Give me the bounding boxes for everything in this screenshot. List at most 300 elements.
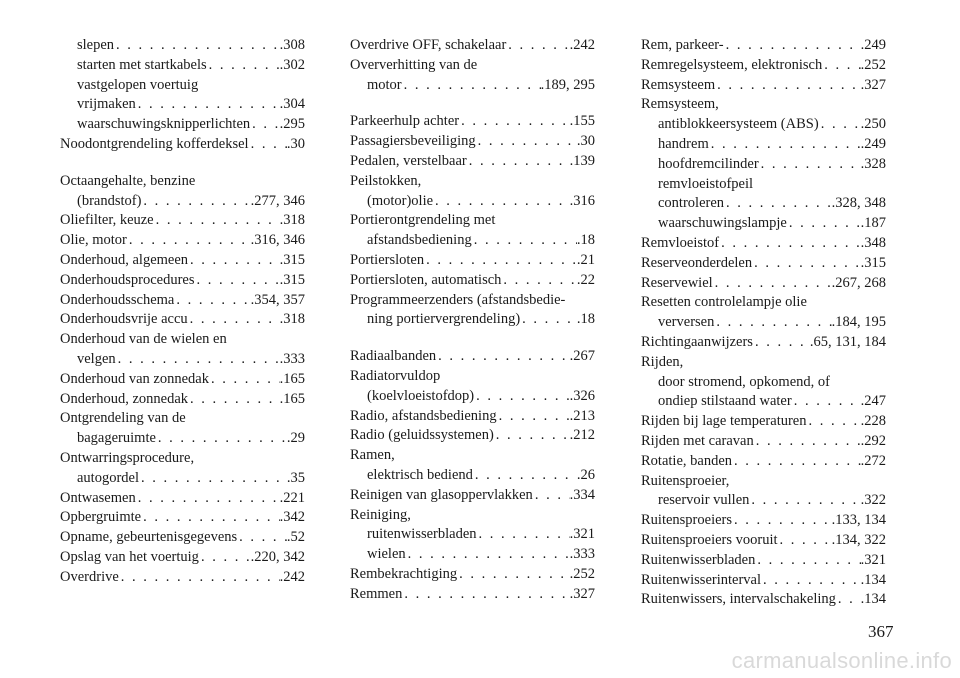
index-term: vrijmaken — [77, 96, 136, 113]
index-term: Ruitenwissers, intervalschakeling — [641, 591, 836, 608]
index-term: Onderhoudsprocedures — [60, 271, 195, 288]
index-entry — [641, 452, 886, 472]
index-entry — [350, 446, 595, 466]
index-term: verversen — [658, 314, 715, 331]
dot-leader — [116, 350, 280, 370]
index-term: Portiersloten, automatisch — [350, 271, 502, 288]
index-term: Pedalen, verstelbaar — [350, 152, 467, 169]
index-entry — [350, 367, 595, 387]
index-page-ref: .302 — [279, 56, 305, 73]
index-term: velgen — [77, 350, 116, 367]
index-page-ref: .277, 346 — [250, 192, 305, 209]
dot-leader — [141, 192, 250, 212]
index-page-ref: .220, 342 — [250, 548, 305, 565]
index-term: Onderhoudsvrije accu — [60, 311, 188, 328]
dot-leader — [822, 56, 860, 76]
index-page-ref: .315 — [279, 271, 305, 288]
index-page-ref: .327 — [860, 76, 886, 93]
index-page-ref: .328, 348 — [831, 195, 886, 212]
index-term: waarschuwingslampje — [658, 215, 787, 232]
index-page-ref: .321 — [860, 551, 886, 568]
index-page-ref: .52 — [286, 529, 305, 546]
index-entry — [350, 310, 595, 330]
dot-leader — [792, 392, 861, 412]
index-entry — [641, 175, 886, 195]
index-page-ref: .228 — [860, 413, 886, 430]
index-page-ref: .21 — [576, 251, 595, 268]
index-term: Portierontgrendeling met — [350, 212, 496, 229]
index-entry — [60, 350, 305, 370]
index-page-ref: .187 — [860, 215, 886, 232]
index-term: Ruitensproeiers — [641, 512, 733, 529]
index-entry — [641, 194, 886, 214]
index-page-ref: .29 — [286, 430, 305, 447]
index-entry — [60, 548, 305, 568]
index-term: ning portiervergrendeling) — [367, 311, 521, 328]
index-term: antiblokkeersysteem (ABS) — [658, 116, 819, 133]
index-entry — [641, 214, 886, 234]
index-entry — [350, 525, 595, 545]
dot-leader — [713, 274, 832, 294]
index-column-2 — [350, 36, 595, 605]
index-page-ref: .189, 295 — [540, 76, 595, 93]
dot-leader — [709, 135, 861, 155]
index-term: Octaangehalte, benzine — [60, 172, 196, 189]
index-page-ref: .315 — [279, 251, 305, 268]
index-term: Portiersloten — [350, 251, 425, 268]
index-entry — [60, 172, 305, 192]
dot-leader — [494, 426, 570, 446]
index-page-ref: .134 — [860, 571, 886, 588]
index-page-ref: .252 — [860, 56, 886, 73]
index-term: (brandstof) — [77, 192, 142, 209]
index-entry — [350, 192, 595, 212]
index-entry — [60, 76, 305, 96]
dot-leader — [249, 135, 287, 155]
dot-leader — [402, 585, 569, 605]
index-page-ref: .333 — [279, 350, 305, 367]
index-page-ref: .318 — [279, 311, 305, 328]
dot-leader — [139, 469, 287, 489]
index-entry — [350, 486, 595, 506]
index-page-ref: .316, 346 — [250, 232, 305, 249]
index-entry — [350, 585, 595, 605]
dot-leader — [188, 310, 280, 330]
index-term: slepen — [77, 37, 115, 53]
index-page-ref: .155 — [569, 113, 595, 130]
index-page-ref: .327 — [569, 585, 595, 602]
index-term: vastgelopen voertuig — [77, 76, 199, 93]
index-entry — [641, 551, 886, 571]
index-term: Remvloeistof — [641, 234, 720, 251]
index-entry — [60, 390, 305, 410]
index-page-ref: .35 — [286, 469, 305, 486]
dot-leader — [136, 95, 280, 115]
index-entry — [60, 135, 305, 155]
index-page-ref: .252 — [569, 565, 595, 582]
index-term: Ruitenwisserbladen — [641, 551, 756, 568]
index-page-ref: .250 — [860, 116, 886, 133]
index-entry — [350, 56, 595, 76]
index-entry — [350, 407, 595, 427]
index-term: Radio (geluidssystemen) — [350, 427, 494, 444]
dot-leader — [759, 155, 861, 175]
index-entry — [641, 333, 886, 353]
index-entry — [641, 56, 886, 76]
index-term: starten met startkabels — [77, 56, 207, 73]
index-term: ondiep stilstaand water — [658, 393, 792, 410]
index-page-ref: .315 — [860, 254, 886, 271]
index-page-ref: .133, 134 — [831, 512, 886, 529]
index-page-ref: .26 — [576, 466, 595, 483]
dot-leader — [533, 486, 570, 506]
index-entry — [60, 291, 305, 311]
index-entry — [641, 412, 886, 432]
dot-leader — [199, 548, 251, 568]
index-term: Ruitenwisserinterval — [641, 571, 762, 588]
dot-leader — [473, 466, 577, 486]
index-page-ref: .134, 322 — [831, 531, 886, 548]
index-page-ref: .212 — [569, 427, 595, 444]
dot-leader — [715, 76, 861, 96]
dot-leader — [474, 387, 570, 407]
index-entry — [60, 469, 305, 489]
dot-leader — [237, 528, 287, 548]
index-page-ref: .221 — [279, 489, 305, 506]
index-term: Rembekrachtiging — [350, 565, 458, 582]
dot-leader — [174, 291, 250, 311]
index-entry — [641, 590, 886, 610]
index-entry — [350, 112, 595, 132]
index-term: Opbergruimte — [60, 509, 142, 526]
index-term: Onderhoud, algemeen — [60, 251, 189, 268]
index-term: Onderhoud van de wielen en — [60, 331, 227, 348]
index-term: Onderhoudsschema — [60, 291, 175, 308]
index-entry — [350, 347, 595, 367]
index-entry — [60, 231, 305, 251]
dot-leader — [753, 333, 810, 353]
index-entry — [641, 313, 886, 333]
index-term: hoofdremcilinder — [658, 155, 759, 172]
index-entry — [641, 293, 886, 313]
dot-leader — [136, 489, 280, 509]
index-term: waarschuwingsknipperlichten — [77, 116, 251, 133]
dot-leader — [819, 115, 861, 135]
index-entry — [350, 387, 595, 407]
index-entry — [60, 271, 305, 291]
index-entry — [60, 192, 305, 212]
dot-leader — [806, 412, 860, 432]
index-entry — [641, 95, 886, 115]
index-term: Ontwarringsprocedure, — [60, 449, 195, 466]
index-entry — [350, 506, 595, 526]
index-term: Rijden, — [641, 353, 684, 370]
index-page-ref: .65, 131, 184 — [809, 333, 886, 350]
index-term: Opname, gebeurtenisgegevens — [60, 529, 238, 546]
index-term: Ruitensproeier, — [641, 472, 730, 489]
index-page-ref: .308 — [279, 37, 305, 53]
dot-leader — [459, 112, 570, 132]
index-term: Radio, afstandsbediening — [350, 407, 497, 424]
index-page-ref: .321 — [569, 526, 595, 543]
index-term: Rotatie, banden — [641, 452, 733, 469]
index-term: Radiaalbanden — [350, 348, 437, 365]
index-term: Reiniging, — [350, 506, 411, 523]
index-entry — [350, 152, 595, 172]
index-term: Richtingaanwijzers — [641, 333, 753, 350]
index-page-ref: .348 — [860, 234, 886, 251]
index-term: ruitenwisserbladen — [367, 526, 477, 543]
index-page-ref: .165 — [279, 370, 305, 387]
index-entry — [350, 36, 595, 56]
index-entry — [350, 132, 595, 152]
index-term: Opslag van het voertuig — [60, 548, 199, 565]
index-entry — [641, 571, 886, 591]
index-entry — [641, 234, 886, 254]
index-page-ref: .333 — [569, 546, 595, 563]
index-entry — [60, 211, 305, 231]
dot-leader — [114, 36, 280, 56]
index-page-ref: .272 — [860, 452, 886, 469]
index-entry — [641, 392, 886, 412]
index-term: Overdrive — [60, 568, 119, 585]
dot-leader — [250, 115, 279, 135]
index-entry — [641, 511, 886, 531]
index-page-ref: .242 — [569, 37, 595, 53]
index-term: Resetten controlelampje olie — [641, 294, 807, 311]
index-entry — [641, 36, 886, 56]
index-term: Ontgrendeling van de — [60, 410, 186, 427]
watermark: carmanualsonline.info — [731, 648, 952, 673]
index-term: wielen — [367, 546, 406, 563]
index-term: Remsysteem — [641, 76, 716, 93]
index-entry — [60, 330, 305, 350]
index-page-ref: .30 — [286, 135, 305, 152]
index-page-ref: .139 — [569, 152, 595, 169]
index-entry — [350, 231, 595, 251]
index-page-ref: .342 — [279, 509, 305, 526]
dot-leader — [141, 508, 280, 528]
dot-leader — [749, 491, 860, 511]
index-entry — [641, 135, 886, 155]
dot-leader — [154, 211, 280, 231]
index-page-ref: .328 — [860, 155, 886, 172]
index-term: Onderhoud, zonnedak — [60, 390, 189, 407]
index-entry — [350, 76, 595, 96]
dot-leader — [752, 254, 861, 274]
index-page-ref: .318 — [279, 212, 305, 229]
index-entry — [641, 353, 886, 373]
index-entry — [350, 545, 595, 565]
index-page-ref: .267 — [569, 348, 595, 365]
index-entry — [60, 528, 305, 548]
dot-leader — [402, 76, 541, 96]
dot-leader — [195, 271, 280, 291]
index-page-ref: .354, 357 — [250, 291, 305, 308]
index-entry — [641, 155, 886, 175]
index-term: Noodontgrendeling kofferdeksel — [60, 135, 249, 152]
index-page-ref: .165 — [279, 390, 305, 407]
index-term: Onderhoud van zonnedak — [60, 370, 209, 387]
index-page-ref: .249 — [860, 135, 886, 152]
index-term: Ontwasemen — [60, 489, 136, 506]
index-page-ref: .18 — [576, 311, 595, 328]
index-term: handrem — [658, 135, 709, 152]
index-term: afstandsbediening — [367, 232, 472, 249]
index-term: Oliefilter, keuze — [60, 212, 154, 229]
index-term: reservoir vullen — [658, 492, 750, 509]
dot-leader — [472, 231, 577, 251]
dot-leader — [406, 545, 570, 565]
index-page-ref: .316 — [569, 192, 595, 209]
dot-leader — [501, 271, 576, 291]
index-page-ref: .292 — [860, 432, 886, 449]
index-term: Overdrive OFF, schakelaar — [350, 37, 507, 53]
index-page-ref: .326 — [569, 387, 595, 404]
index-page-ref: .334 — [569, 486, 595, 503]
index-column-3 — [641, 36, 886, 610]
index-entry — [350, 271, 595, 291]
index-page-ref: .213 — [569, 407, 595, 424]
index-term: Oververhitting van de — [350, 56, 478, 73]
index-entry — [641, 115, 886, 135]
index-entry — [350, 565, 595, 585]
index-term: Passagiersbeveiliging — [350, 133, 476, 150]
index-entry — [60, 115, 305, 135]
index-term: motor — [367, 76, 402, 93]
dot-leader — [424, 251, 577, 271]
index-page-ref: .322 — [860, 492, 886, 509]
index-entry — [641, 472, 886, 492]
index-page-ref: .249 — [860, 37, 886, 53]
index-term: Reinigen van glasoppervlakken — [350, 486, 533, 503]
index-entry — [641, 531, 886, 551]
index-term: Remmen — [350, 585, 403, 602]
dot-leader — [787, 214, 861, 234]
index-entry — [60, 56, 305, 76]
dot-leader — [436, 347, 569, 367]
dot-leader — [778, 531, 832, 551]
dot-leader — [755, 551, 860, 571]
dot-leader — [209, 370, 280, 390]
index-page-ref: .295 — [279, 116, 305, 133]
index-page-ref: .184, 195 — [831, 314, 886, 331]
index-term: (motor)olie — [367, 192, 434, 209]
index-entry — [350, 251, 595, 271]
index-entry — [60, 568, 305, 588]
index-term: Olie, motor — [60, 232, 127, 249]
dot-leader — [207, 56, 280, 76]
index-entry — [641, 432, 886, 452]
index-term: Reserveonderdelen — [641, 254, 753, 271]
index-entry — [641, 76, 886, 96]
dot-leader — [497, 407, 570, 427]
index-term: bagageruimte — [77, 430, 156, 447]
index-entry — [60, 508, 305, 528]
index-entry — [641, 254, 886, 274]
index-term: Radiatorvuldop — [350, 367, 441, 384]
index-term: Rem, parkeer- — [641, 37, 724, 53]
dot-leader — [724, 194, 832, 214]
index-term: elektrisch bediend — [367, 466, 473, 483]
index-entry — [60, 370, 305, 390]
index-entry — [350, 466, 595, 486]
index-term: Reservewiel — [641, 274, 713, 291]
index-entry — [350, 211, 595, 231]
index-term: Remsysteem, — [641, 96, 719, 113]
dot-leader — [457, 565, 570, 585]
dot-leader — [732, 452, 861, 472]
dot-leader — [467, 152, 570, 172]
dot-leader — [761, 571, 861, 591]
index-entry — [350, 172, 595, 192]
index-term: Ruitensproeiers vooruit — [641, 531, 778, 548]
index-entry — [60, 429, 305, 449]
index-entry — [60, 36, 305, 56]
index-term: Peilstokken, — [350, 172, 422, 189]
dot-leader — [714, 313, 831, 333]
index-term: Ramen, — [350, 447, 395, 464]
index-entry — [60, 489, 305, 509]
index-entry — [60, 310, 305, 330]
dot-leader — [119, 568, 280, 588]
index-page-ref: .22 — [576, 271, 595, 288]
dot-leader — [520, 310, 577, 330]
dot-leader — [476, 132, 577, 152]
index-page-ref: .304 — [279, 96, 305, 113]
dot-leader — [433, 192, 570, 212]
dot-leader — [506, 36, 569, 56]
index-term: remvloeistofpeil — [658, 175, 754, 192]
index-term: door stromend, opkomend, of — [658, 373, 830, 390]
dot-leader — [732, 511, 832, 531]
dot-leader — [477, 525, 570, 545]
index-page-ref: .18 — [576, 232, 595, 249]
index-page-ref: .267, 268 — [831, 274, 886, 291]
index-term: Rijden bij lage temperaturen — [641, 413, 807, 430]
dot-leader — [719, 234, 860, 254]
dot-leader — [156, 429, 287, 449]
index-entry — [641, 373, 886, 393]
dot-leader — [127, 231, 251, 251]
index-entry — [350, 426, 595, 446]
index-entry — [60, 409, 305, 429]
index-entry — [641, 274, 886, 294]
index-page-ref: .30 — [576, 133, 595, 150]
index-column-1 — [60, 36, 305, 588]
index-entry — [60, 95, 305, 115]
index-term: Parkeerhulp achter — [350, 113, 460, 130]
index-page-ref: .134 — [860, 591, 886, 608]
index-page-ref: .242 — [279, 568, 305, 585]
index-term: (koelvloeistofdop) — [367, 387, 475, 404]
index-term: Rijden met caravan — [641, 432, 754, 449]
index-entry — [641, 491, 886, 511]
index-entry — [350, 291, 595, 311]
index-term: Remregelsysteem, elektronisch — [641, 56, 823, 73]
dot-leader — [188, 390, 280, 410]
index-term: Programmeerzenders (afstandsbedie- — [350, 291, 566, 308]
page-number: 367 — [868, 622, 894, 641]
dot-leader — [188, 251, 280, 271]
index-entry — [60, 449, 305, 469]
dot-leader — [754, 432, 861, 452]
dot-leader — [724, 36, 861, 56]
index-term: autogordel — [77, 469, 140, 486]
index-page-ref: .247 — [860, 393, 886, 410]
index-entry — [60, 251, 305, 271]
index-term: controleren — [658, 195, 725, 212]
